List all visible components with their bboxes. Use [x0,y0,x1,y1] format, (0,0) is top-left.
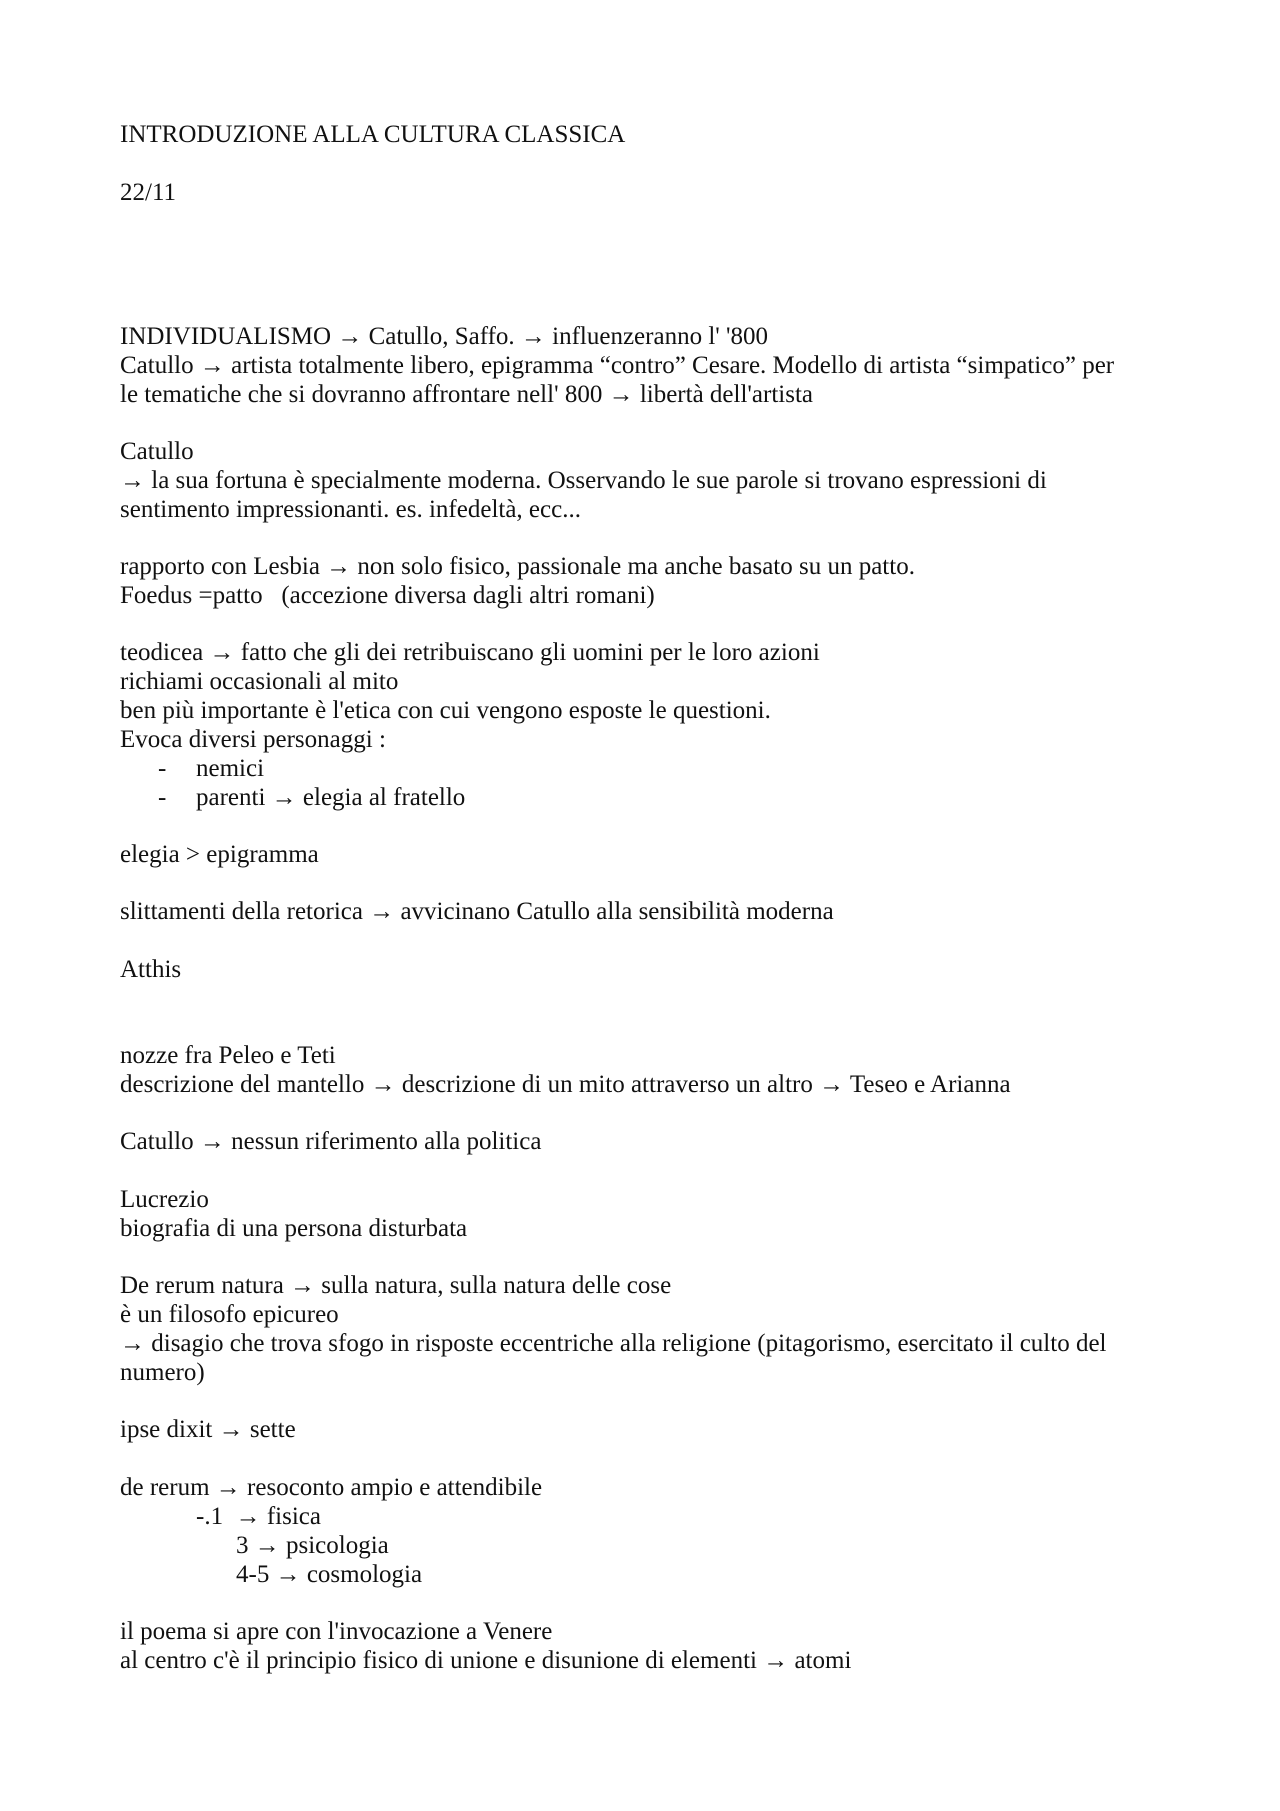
text-line: INDIVIDUALISMO → Catullo, Saffo. → influenzeranno l' '800 [120,323,769,350]
text-line: 3 → psicologia [236,1532,389,1559]
text-line: Catullo [120,438,194,465]
text-line: il poema si apre con l'invocazione a Venere [120,1618,553,1645]
text-line: sentimento impressionanti. es. infedeltà, ecc... [120,496,581,523]
text-line: al centro c'è il principio fisico di unione e disunione di elementi → atomi [120,1647,852,1674]
list-item-text: parenti → elegia al fratello [196,784,466,811]
text-line: de rerum → resoconto ampio e attendibile [120,1474,543,1501]
text-line: è un filosofo epicureo [120,1301,339,1328]
text-line: slittamenti della retorica → avvicinano Catullo alla sensibilità moderna [120,898,834,925]
document-date: 22/11 [120,179,177,206]
text-line: 4-5 → cosmologia [236,1561,423,1588]
text-line: numero) [120,1359,205,1386]
text-line: descrizione del mantello → descrizione di un mito attraverso un altro → Teseo e Arianna [120,1071,1011,1098]
text-line: biografia di una persona disturbata [120,1215,468,1242]
text-line: elegia > epigramma [120,841,319,868]
text-line: De rerum natura → sulla natura, sulla natura delle cose [120,1272,672,1299]
text-line: nozze fra Peleo e Teti [120,1042,336,1069]
text-line: → disagio che trova sfogo in risposte eccentriche alla religione (pitagorismo, esercitato il culto del [120,1330,1107,1357]
text-line: ben più importante è l'etica con cui vengono esposte le questioni. [120,697,771,724]
text-line: -.1 → fisica [196,1503,321,1530]
text-line: rapporto con Lesbia → non solo fisico, passionale ma anche basato su un patto. [120,553,915,580]
text-line: Atthis [120,956,182,983]
text-line: richiami occasionali al mito [120,668,399,695]
text-line: → la sua fortuna è specialmente moderna. Osservando le sue parole si trovano espressioni di [120,467,1047,494]
text-line: le tematiche che si dovranno affrontare nell' 800 → libertà dell'artista [120,381,814,408]
dash-marker: - [158,784,167,811]
text-line: teodicea → fatto che gli dei retribuiscano gli uomini per le loro azioni [120,639,820,666]
dash-marker: - [158,755,167,782]
text-line: Catullo → artista totalmente libero, epigramma “contro” Cesare. Modello di artista “simpatico” per [120,352,1115,379]
document-title: INTRODUZIONE ALLA CULTURA CLASSICA [120,121,626,148]
text-line: Evoca diversi personaggi : [120,726,386,753]
text-line: Catullo → nessun riferimento alla politica [120,1128,542,1155]
text-line: Lucrezio [120,1186,209,1213]
list-item-text: nemici [196,755,265,782]
text-line: ipse dixit → sette [120,1416,296,1443]
text-line: Foedus =patto (accezione diversa dagli altri romani) [120,582,655,609]
